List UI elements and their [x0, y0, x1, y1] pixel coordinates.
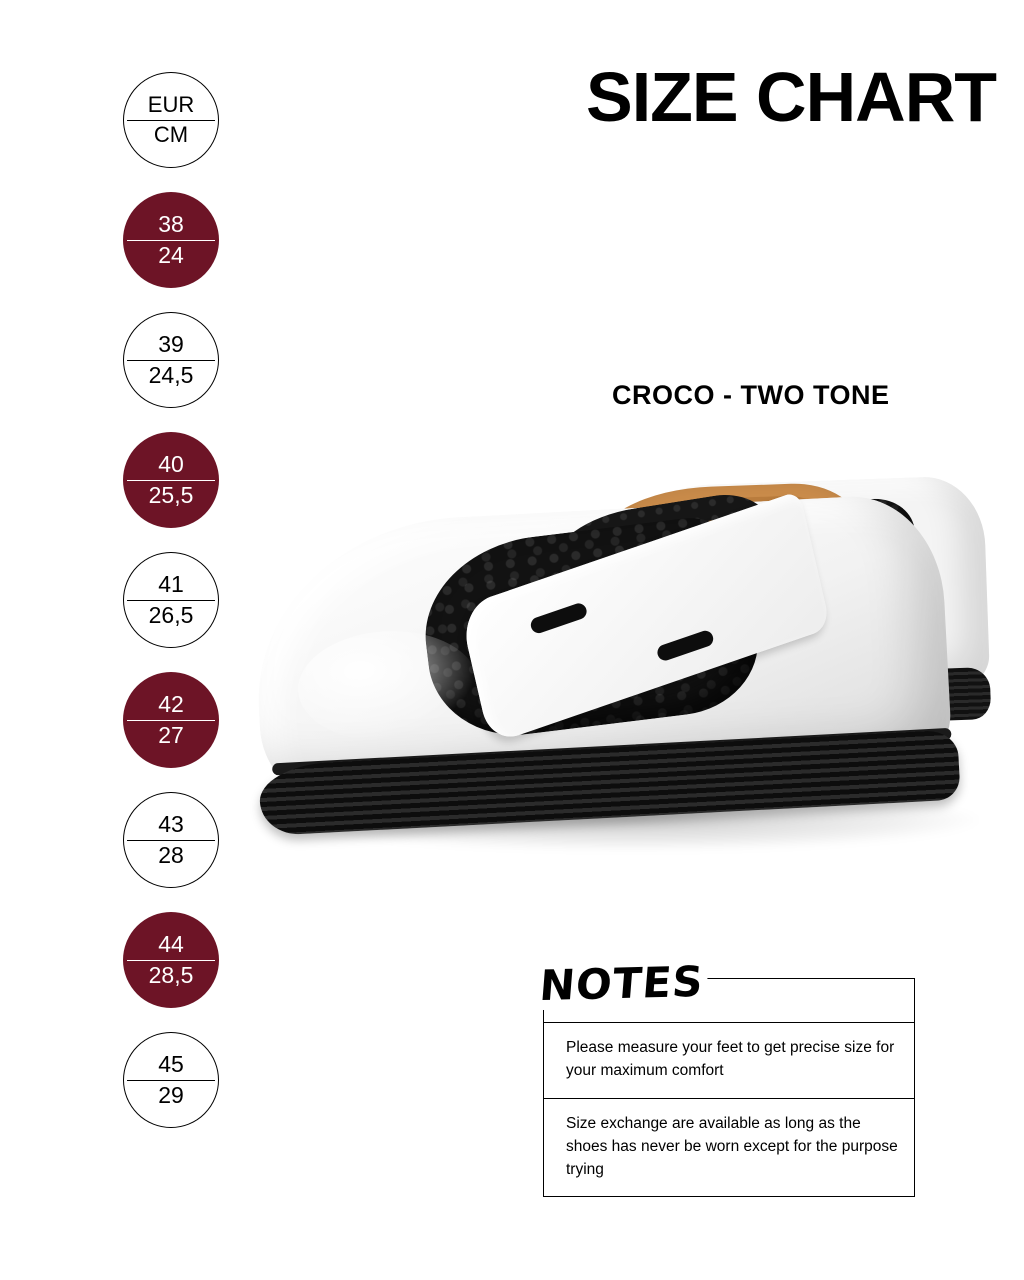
product-name: CROCO - TWO TONE — [612, 380, 890, 410]
size-cm-value: 26,5 — [148, 602, 194, 628]
size-cm-value: 29 — [158, 1082, 184, 1108]
size-circle-44[interactable] — [123, 912, 219, 1008]
size-circle-divider — [127, 960, 215, 961]
size-circle-header — [123, 72, 219, 168]
page-title: SIZE CHART — [586, 58, 996, 136]
size-circle-divider — [127, 840, 215, 841]
size-circle-divider — [127, 240, 215, 241]
shoe-front — [249, 482, 957, 878]
size-cm-value: 28 — [158, 842, 184, 868]
size-eur-value: 45 — [158, 1051, 184, 1077]
size-circle-39[interactable] — [123, 312, 219, 408]
notes-title: NOTES — [534, 957, 710, 1010]
notes-item: Size exchange are available as long as the shoes has never be worn except for the purpose trying — [544, 1098, 914, 1197]
notes-item: Please measure your feet to get precise size for your maximum comfort — [566, 1039, 895, 1080]
size-eur-value: 43 — [158, 811, 184, 837]
size-circle-42[interactable] — [123, 672, 219, 768]
size-chart-column — [123, 72, 219, 1152]
size-eur-value: 41 — [158, 571, 184, 597]
notes-box — [537, 956, 915, 1197]
size-cm-value: 24 — [158, 242, 184, 268]
size-circle-divider — [127, 720, 215, 721]
size-unit-cm-label: CM — [153, 122, 189, 147]
size-cm-value: 27 — [158, 722, 184, 748]
product-image — [258, 440, 998, 920]
size-circle-43[interactable] — [123, 792, 219, 888]
size-eur-value: 44 — [158, 931, 184, 957]
size-circle-divider — [127, 120, 215, 121]
size-circle-divider — [127, 1080, 215, 1081]
size-eur-value: 39 — [158, 331, 184, 357]
notes-header — [537, 956, 914, 1023]
size-circle-41[interactable] — [123, 552, 219, 648]
size-circle-45[interactable] — [123, 1032, 219, 1128]
size-circle-divider — [127, 600, 215, 601]
size-circle-divider — [127, 360, 215, 361]
size-cm-value: 24,5 — [148, 362, 194, 388]
size-circle-38[interactable] — [123, 192, 219, 288]
size-cm-value: 25,5 — [148, 482, 194, 508]
size-cm-value: 28,5 — [148, 962, 194, 988]
size-eur-value: 40 — [158, 451, 184, 477]
size-circle-40[interactable] — [123, 432, 219, 528]
size-unit-eur-label: EUR — [147, 92, 195, 117]
size-eur-value: 38 — [158, 211, 184, 237]
size-eur-value: 42 — [158, 691, 184, 717]
size-circle-divider — [127, 480, 215, 481]
